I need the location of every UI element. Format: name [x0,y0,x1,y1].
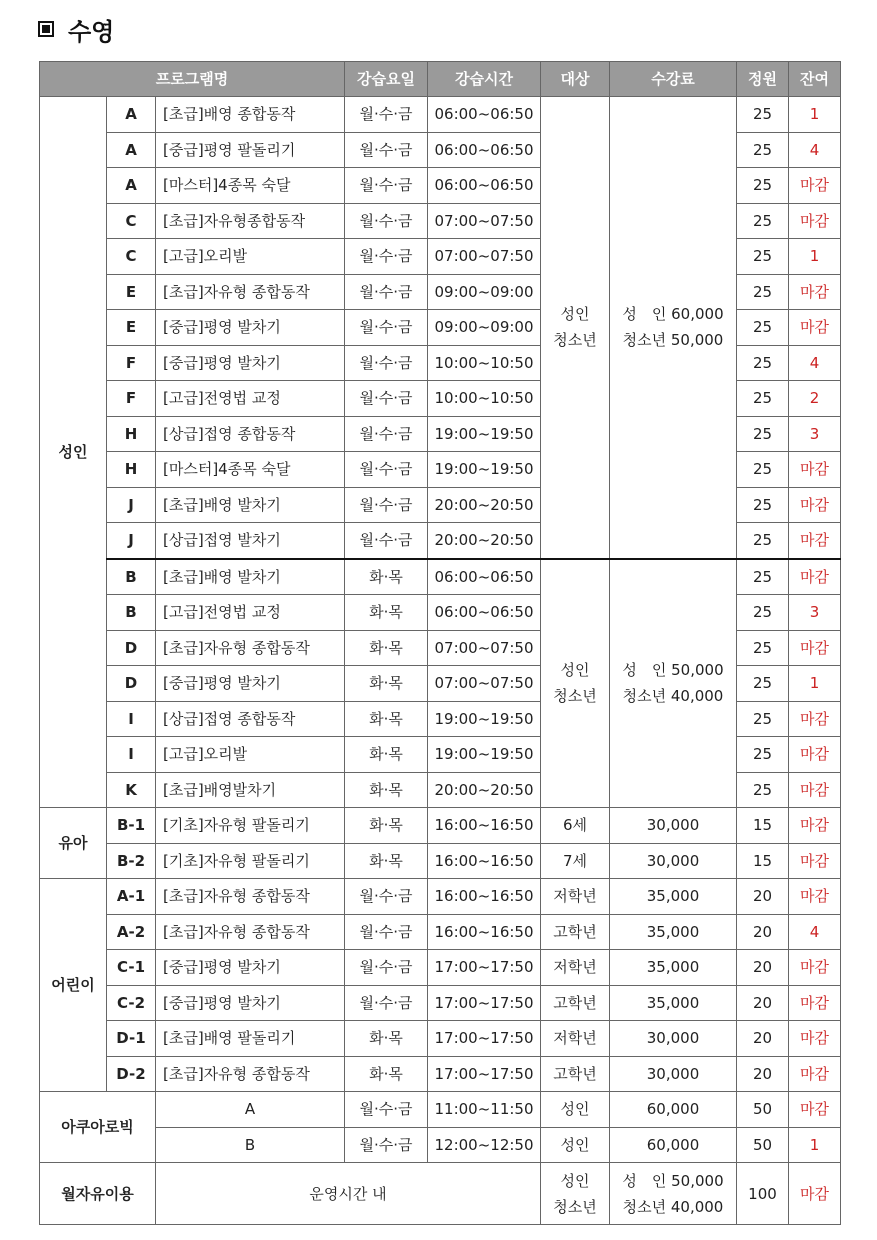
header-capacity: 정원 [737,62,789,97]
class-target: 6세 [541,808,610,844]
class-days: 화·목 [345,666,428,702]
remaining-seats: 3 [789,595,841,631]
remaining-seats: 4 [789,914,841,950]
fee-adult-group2 [610,559,737,808]
class-code: H [107,452,156,488]
remaining-seats: 마감 [789,559,841,595]
monthly-target-line-1: 성인 [560,1171,590,1190]
class-code: F [107,345,156,381]
capacity: 25 [737,416,789,452]
capacity: 25 [737,310,789,346]
program-name: [상급]접영 종합동작 [156,416,345,452]
program-name: [고급]오리발 [156,239,345,275]
class-code: E [107,274,156,310]
class-code: I [107,701,156,737]
capacity: 25 [737,381,789,417]
swim-schedule-table [39,61,841,1225]
class-time: 07:00~07:50 [428,203,541,239]
class-code: H [107,416,156,452]
class-code: C [107,239,156,275]
class-days: 월·수·금 [345,879,428,915]
class-days: 화·목 [345,1056,428,1092]
remaining-seats: 마감 [789,1056,841,1092]
remaining-seats: 마감 [789,843,841,879]
target-adult-group2-line-2: 청소년 [553,687,597,706]
remaining-seats: 마감 [789,808,841,844]
table-row [40,879,841,915]
table-row [40,1163,841,1225]
class-code: J [107,487,156,523]
capacity: 25 [737,345,789,381]
class-time: 12:00~12:50 [428,1127,541,1163]
capacity: 25 [737,559,789,595]
table-row [40,1127,841,1163]
class-code: D-2 [107,1056,156,1092]
class-code: A [107,132,156,168]
class-time: 20:00~20:50 [428,487,541,523]
capacity: 20 [737,1021,789,1057]
remaining-seats: 4 [789,345,841,381]
class-target: 성인 [541,1127,610,1163]
remaining-seats: 마감 [789,950,841,986]
remaining-seats: 마감 [789,701,841,737]
remaining-seats: 마감 [789,487,841,523]
remaining-seats: 1 [789,239,841,275]
category-monthly: 월자유이용 [40,1163,156,1225]
target-adult-group1-line-1: 성인 [560,305,590,324]
class-time: 16:00~16:50 [428,808,541,844]
capacity: 25 [737,239,789,275]
capacity: 25 [737,630,789,666]
class-fee: 35,000 [610,879,737,915]
class-time: 19:00~19:50 [428,452,541,488]
class-code: E [107,310,156,346]
class-days: 월·수·금 [345,1127,428,1163]
remaining-seats: 마감 [789,1092,841,1128]
capacity: 25 [737,701,789,737]
class-target: 저학년 [541,879,610,915]
class-fee: 35,000 [610,950,737,986]
class-target: 고학년 [541,985,610,1021]
fee-adult-group1 [610,97,737,559]
fee-adult-group2-line-2: 청소년 40,000 [622,687,724,706]
class-time: 09:00~09:00 [428,274,541,310]
square-bullet-icon [38,21,54,37]
remaining-seats: 3 [789,416,841,452]
class-days: 화·목 [345,701,428,737]
table-row [40,1021,841,1057]
class-target: 7세 [541,843,610,879]
capacity: 25 [737,772,789,808]
class-days: 월·수·금 [345,487,428,523]
class-code: A-1 [107,879,156,915]
class-code: C-1 [107,950,156,986]
class-days: 월·수·금 [345,416,428,452]
class-days: 월·수·금 [345,345,428,381]
remaining-seats: 마감 [789,1163,841,1225]
capacity: 25 [737,203,789,239]
class-time: 17:00~17:50 [428,950,541,986]
capacity: 25 [737,274,789,310]
program-name: [초급]자유형 종합동작 [156,914,345,950]
category-child: 어린이 [40,879,107,1092]
program-name: [중급]평영 발차기 [156,345,345,381]
capacity: 25 [737,452,789,488]
capacity: 20 [737,985,789,1021]
class-code: A [107,97,156,133]
program-name: [마스터]4종목 숙달 [156,452,345,488]
class-time: 19:00~19:50 [428,416,541,452]
remaining-seats: 1 [789,1127,841,1163]
target-adult-group1 [541,97,610,559]
section-title-text: 수영 [68,17,115,46]
capacity: 25 [737,132,789,168]
program-name: [중급]평영 발차기 [156,666,345,702]
program-name: [초급]자유형종합동작 [156,203,345,239]
class-time: 07:00~07:50 [428,666,541,702]
class-days: 화·목 [345,595,428,631]
capacity: 20 [737,950,789,986]
class-fee: 30,000 [610,1056,737,1092]
capacity: 25 [737,737,789,773]
class-code: B [156,1127,345,1163]
class-code: B [107,595,156,631]
table-row [40,914,841,950]
program-name: [초급]자유형 종합동작 [156,274,345,310]
program-name: [상급]접영 종합동작 [156,701,345,737]
class-time: 16:00~16:50 [428,879,541,915]
class-time: 19:00~19:50 [428,737,541,773]
class-fee: 30,000 [610,1021,737,1057]
program-name: [중급]평영 발차기 [156,950,345,986]
section-title [38,12,114,46]
class-time: 06:00~06:50 [428,132,541,168]
program-name: [초급]배영 팔돌리기 [156,1021,345,1057]
class-time: 06:00~06:50 [428,595,541,631]
class-time: 07:00~07:50 [428,630,541,666]
class-days: 월·수·금 [345,452,428,488]
capacity: 25 [737,523,789,559]
class-code: A [156,1092,345,1128]
class-code: B-1 [107,808,156,844]
class-fee: 60,000 [610,1092,737,1128]
class-days: 월·수·금 [345,132,428,168]
monthly-target [541,1163,610,1225]
class-code: F [107,381,156,417]
program-name: [초급]자유형 종합동작 [156,1056,345,1092]
class-target: 성인 [541,1092,610,1128]
capacity: 50 [737,1127,789,1163]
monthly-fee-line-2: 청소년 40,000 [622,1197,724,1216]
class-days: 화·목 [345,843,428,879]
program-name: [마스터]4종목 숙달 [156,168,345,204]
program-name: [중급]평영 발차기 [156,985,345,1021]
header-row [40,62,841,97]
remaining-seats: 1 [789,666,841,702]
capacity: 25 [737,97,789,133]
category-infant: 유아 [40,808,107,879]
program-name: [초급]배영 종합동작 [156,97,345,133]
class-code: J [107,523,156,559]
capacity: 25 [737,666,789,702]
class-days: 화·목 [345,737,428,773]
monthly-fee [610,1163,737,1225]
class-time: 10:00~10:50 [428,345,541,381]
header-target: 대상 [541,62,610,97]
class-days: 화·목 [345,772,428,808]
capacity: 15 [737,808,789,844]
target-adult-group2 [541,559,610,808]
program-name: [고급]전영법 교정 [156,595,345,631]
remaining-seats: 마감 [789,203,841,239]
category-adult: 성인 [40,97,107,808]
capacity: 20 [737,914,789,950]
class-code: A [107,168,156,204]
remaining-seats: 마감 [789,772,841,808]
target-adult-group2-line-1: 성인 [560,661,590,680]
table-row [40,1092,841,1128]
remaining-seats: 4 [789,132,841,168]
class-days: 월·수·금 [345,950,428,986]
table-row [40,985,841,1021]
capacity: 20 [737,1056,789,1092]
remaining-seats: 마감 [789,985,841,1021]
class-code: D [107,630,156,666]
fee-adult-group1-line-2: 청소년 50,000 [622,331,724,350]
remaining-seats: 마감 [789,1021,841,1057]
table-row [40,97,841,133]
header-fee: 수강료 [610,62,737,97]
remaining-seats: 마감 [789,523,841,559]
fee-adult-group1-line-1: 성 인 60,000 [622,305,724,324]
class-code: C-2 [107,985,156,1021]
class-fee: 30,000 [610,843,737,879]
table-row [40,843,841,879]
capacity: 25 [737,595,789,631]
monthly-fee-line-1: 성 인 50,000 [622,1171,724,1190]
class-days: 월·수·금 [345,310,428,346]
class-target: 고학년 [541,1056,610,1092]
table-row [40,1056,841,1092]
header-time: 강습시간 [428,62,541,97]
class-days: 월·수·금 [345,97,428,133]
table-row [40,559,841,595]
remaining-seats: 2 [789,381,841,417]
class-code: B-2 [107,843,156,879]
header-days: 강습요일 [345,62,428,97]
class-days: 화·목 [345,630,428,666]
class-days: 월·수·금 [345,239,428,275]
class-days: 월·수·금 [345,168,428,204]
class-days: 화·목 [345,808,428,844]
class-days: 월·수·금 [345,914,428,950]
program-name: [상급]접영 발차기 [156,523,345,559]
class-time: 07:00~07:50 [428,239,541,275]
class-code: C [107,203,156,239]
class-days: 월·수·금 [345,1092,428,1128]
class-time: 11:00~11:50 [428,1092,541,1128]
class-code: K [107,772,156,808]
program-name: [초급]배영 발차기 [156,487,345,523]
capacity: 50 [737,1092,789,1128]
capacity: 25 [737,487,789,523]
program-name: [초급]자유형 종합동작 [156,879,345,915]
class-fee: 35,000 [610,985,737,1021]
remaining-seats: 마감 [789,274,841,310]
class-code: A-2 [107,914,156,950]
program-name: [고급]전영법 교정 [156,381,345,417]
class-time: 16:00~16:50 [428,914,541,950]
class-time: 10:00~10:50 [428,381,541,417]
class-days: 화·목 [345,1021,428,1057]
remaining-seats: 1 [789,97,841,133]
category-aquarobic: 아쿠아로빅 [40,1092,156,1163]
class-target: 저학년 [541,950,610,986]
class-days: 화·목 [345,559,428,595]
class-days: 월·수·금 [345,381,428,417]
class-code: D [107,666,156,702]
class-days: 월·수·금 [345,985,428,1021]
class-target: 저학년 [541,1021,610,1057]
class-time: 20:00~20:50 [428,772,541,808]
program-name: [기초]자유형 팔돌리기 [156,808,345,844]
program-name: [초급]배영 발차기 [156,559,345,595]
class-time: 16:00~16:50 [428,843,541,879]
remaining-seats: 마감 [789,879,841,915]
capacity: 15 [737,843,789,879]
class-code: I [107,737,156,773]
class-fee: 60,000 [610,1127,737,1163]
fee-adult-group2-line-1: 성 인 50,000 [622,661,724,680]
class-target: 고학년 [541,914,610,950]
header-remaining: 잔여 [789,62,841,97]
class-time: 17:00~17:50 [428,985,541,1021]
class-days: 월·수·금 [345,523,428,559]
remaining-seats: 마감 [789,168,841,204]
class-time: 17:00~17:50 [428,1056,541,1092]
program-name: [중급]평영 발차기 [156,310,345,346]
monthly-target-line-2: 청소년 [553,1197,597,1216]
class-time: 17:00~17:50 [428,1021,541,1057]
remaining-seats: 마감 [789,630,841,666]
class-code: D-1 [107,1021,156,1057]
capacity: 20 [737,879,789,915]
program-name: [초급]자유형 종합동작 [156,630,345,666]
capacity: 100 [737,1163,789,1225]
class-code: B [107,559,156,595]
class-time: 19:00~19:50 [428,701,541,737]
header-program: 프로그램명 [40,62,345,97]
target-adult-group1-line-2: 청소년 [553,331,597,350]
class-days: 월·수·금 [345,274,428,310]
class-fee: 35,000 [610,914,737,950]
class-fee: 30,000 [610,808,737,844]
class-time: 20:00~20:50 [428,523,541,559]
monthly-program: 운영시간 내 [156,1163,541,1225]
class-days: 월·수·금 [345,203,428,239]
table-row [40,950,841,986]
class-time: 09:00~09:00 [428,310,541,346]
class-time: 06:00~06:50 [428,559,541,595]
remaining-seats: 마감 [789,452,841,488]
program-name: [초급]배영발차기 [156,772,345,808]
class-time: 06:00~06:50 [428,97,541,133]
program-name: [고급]오리발 [156,737,345,773]
remaining-seats: 마감 [789,310,841,346]
capacity: 25 [737,168,789,204]
program-name: [기초]자유형 팔돌리기 [156,843,345,879]
remaining-seats: 마감 [789,737,841,773]
program-name: [중급]평영 팔돌리기 [156,132,345,168]
class-time: 06:00~06:50 [428,168,541,204]
table-row [40,808,841,844]
